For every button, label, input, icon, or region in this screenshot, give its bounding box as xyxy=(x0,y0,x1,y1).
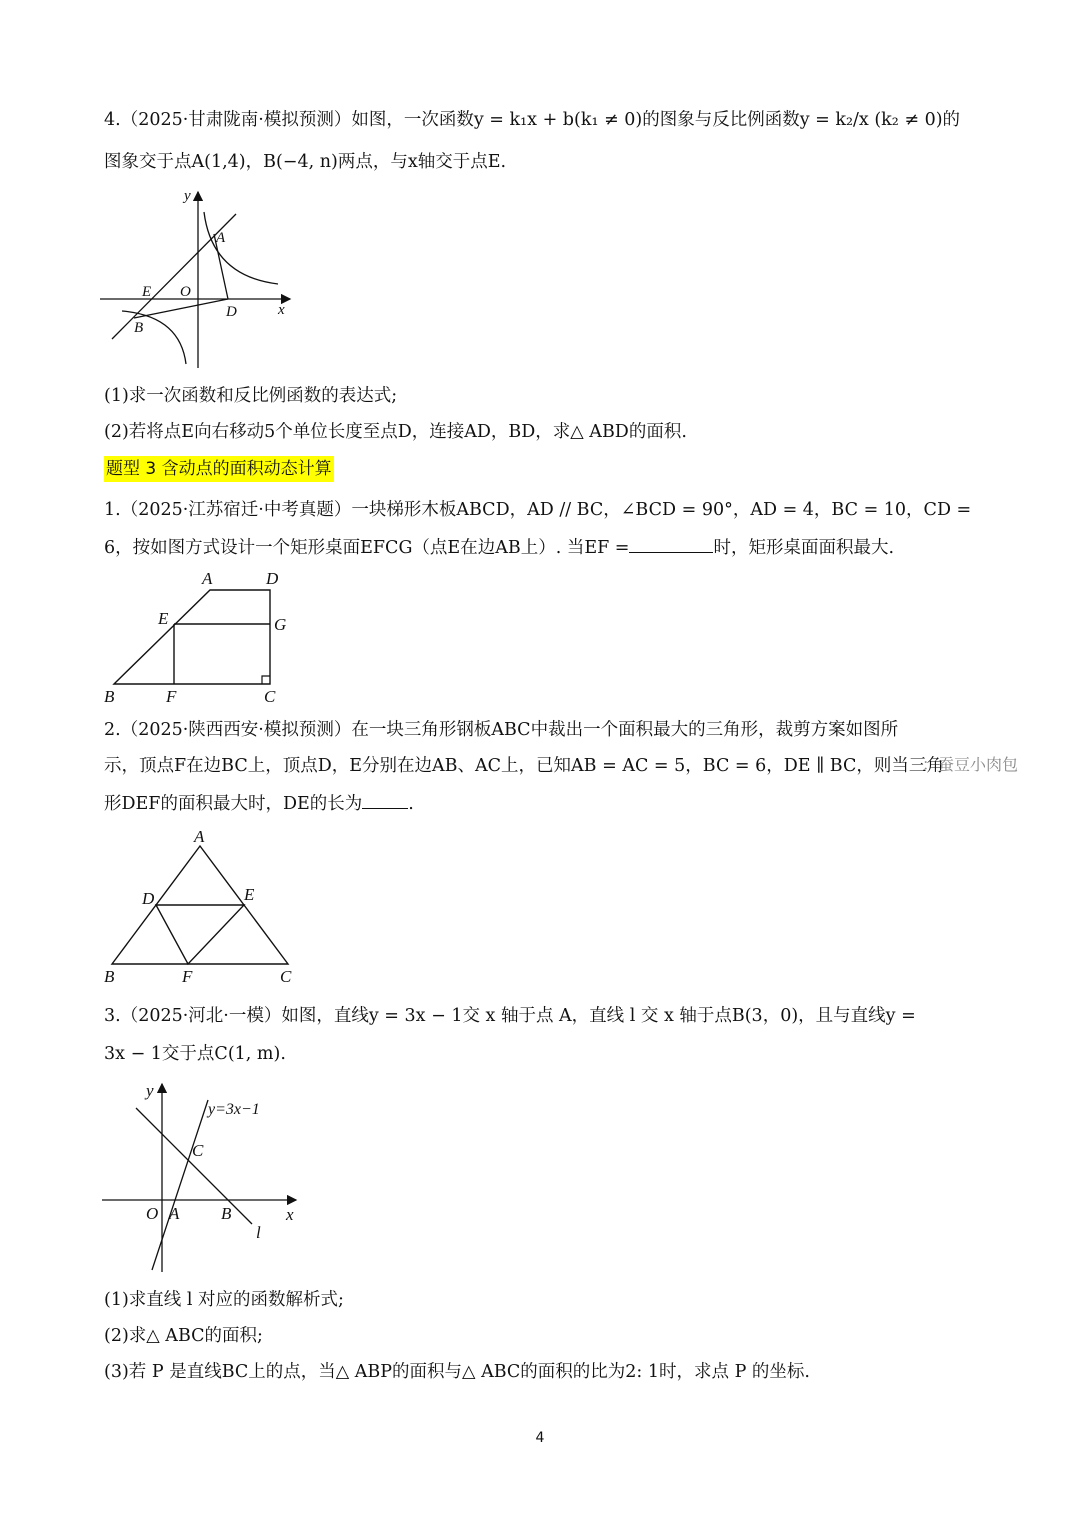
p1-line2-b: 时，矩形桌面面积最大. xyxy=(713,538,895,558)
p1-line2-a: 6，按如图方式设计一个矩形桌面EFCG（点E在边AB上）. 当EF = xyxy=(104,538,630,558)
label-D: D xyxy=(226,304,237,320)
line-y-3x-1 xyxy=(152,1100,208,1270)
q4-line1: 4.（2025·甘肃陇南·模拟预测）如图，一次函数y = k₁x + b(k₁ ≠ 0)的图象与反比例函数y = k₂/x (k₂ ≠ 0)的 xyxy=(104,110,961,130)
label-E: E xyxy=(142,284,152,300)
answer-blank-1[interactable] xyxy=(629,534,713,553)
label-y: y xyxy=(184,188,191,204)
label-D: D xyxy=(266,569,279,588)
section-title: 题型 3 含动点的面积动态计算 xyxy=(104,456,334,482)
p2-line1: 2.（2025·陕西西安·模拟预测）在一块三角形钢板ABC中裁出一个面积最大的三角形，裁剪方案如图所 xyxy=(104,720,899,740)
p1-line2 xyxy=(104,534,894,560)
triangle-DEF xyxy=(156,905,244,964)
answer-blank-2[interactable] xyxy=(362,790,408,809)
p2-line3-b: . xyxy=(408,794,414,814)
label-A: A xyxy=(202,569,213,588)
label-C: C xyxy=(192,1141,204,1160)
label-equation: y=3x−1 xyxy=(208,1101,260,1118)
p2-line2: 示，顶点F在边BC上，顶点D，E分别在边AB、AC上，已知AB = AC = 5，BC = 6，DE ∥ BC，则当三角 xyxy=(104,756,944,776)
page-number: 4 xyxy=(535,1430,545,1446)
label-E: E xyxy=(244,885,255,904)
label-B: B xyxy=(134,320,144,336)
p2-line3 xyxy=(104,790,414,816)
label-F: F xyxy=(182,967,193,986)
label-D: D xyxy=(142,889,155,908)
p3-figure xyxy=(100,1078,310,1278)
q4-sub1: (1)求一次函数和反比例函数的表达式; xyxy=(104,386,398,406)
label-A: A xyxy=(216,230,226,246)
label-x: x xyxy=(286,1205,294,1224)
label-B: B xyxy=(221,1204,232,1223)
label-C: C xyxy=(264,687,276,706)
q4-line2: 图象交于点A(1,4)，B(−4, n)两点，与x轴交于点E. xyxy=(104,152,507,172)
p2-figure xyxy=(100,826,310,986)
label-x: x xyxy=(278,302,285,318)
p3-line1: 3.（2025·河北·一模）如图，直线y = 3x − 1交 x 轴于点 A，直线 l 交 x 轴于点B(3，0)，且与直线y = xyxy=(104,1006,916,1026)
q4-sub2: (2)若将点E向右移动5个单位长度至点D，连接AD，BD，求△ ABD的面积. xyxy=(104,422,687,442)
label-B: B xyxy=(104,967,115,986)
p2-line3-a: 形DEF的面积最大时，DE的长为 xyxy=(104,794,363,814)
label-B: B xyxy=(104,687,115,706)
p1-figure xyxy=(100,566,300,706)
label-O: O xyxy=(180,284,191,300)
right-angle-mark xyxy=(262,676,270,684)
p3-sub3: (3)若 P 是直线BC上的点，当△ ABP的面积与△ ABC的面积的比为2: 1时，求点 P 的坐标. xyxy=(104,1362,810,1382)
label-G: G xyxy=(274,615,287,634)
p3-sub1: (1)求直线 l 对应的函数解析式; xyxy=(104,1290,344,1310)
watermark: ：蚕豆小肉包 xyxy=(922,755,1019,774)
q4-figure xyxy=(100,184,300,374)
label-A: A xyxy=(194,827,205,846)
label-O: O xyxy=(146,1204,159,1223)
label-C: C xyxy=(280,967,292,986)
hyperbola-branch-1 xyxy=(204,212,278,284)
label-y: y xyxy=(146,1081,154,1100)
p1-line1: 1.（2025·江苏宿迁·中考真题）一块梯形木板ABCD，AD // BC，∠BCD = 90°，AD = 4，BC = 10，CD = xyxy=(104,500,972,520)
p3-line2: 3x − 1交于点C(1, m). xyxy=(104,1044,286,1064)
label-E: E xyxy=(158,609,169,628)
label-l: l xyxy=(256,1223,261,1242)
label-F: F xyxy=(166,687,177,706)
trapezoid-ABCD xyxy=(114,590,270,684)
label-A: A xyxy=(169,1204,180,1223)
p3-sub2: (2)求△ ABC的面积; xyxy=(104,1326,263,1346)
